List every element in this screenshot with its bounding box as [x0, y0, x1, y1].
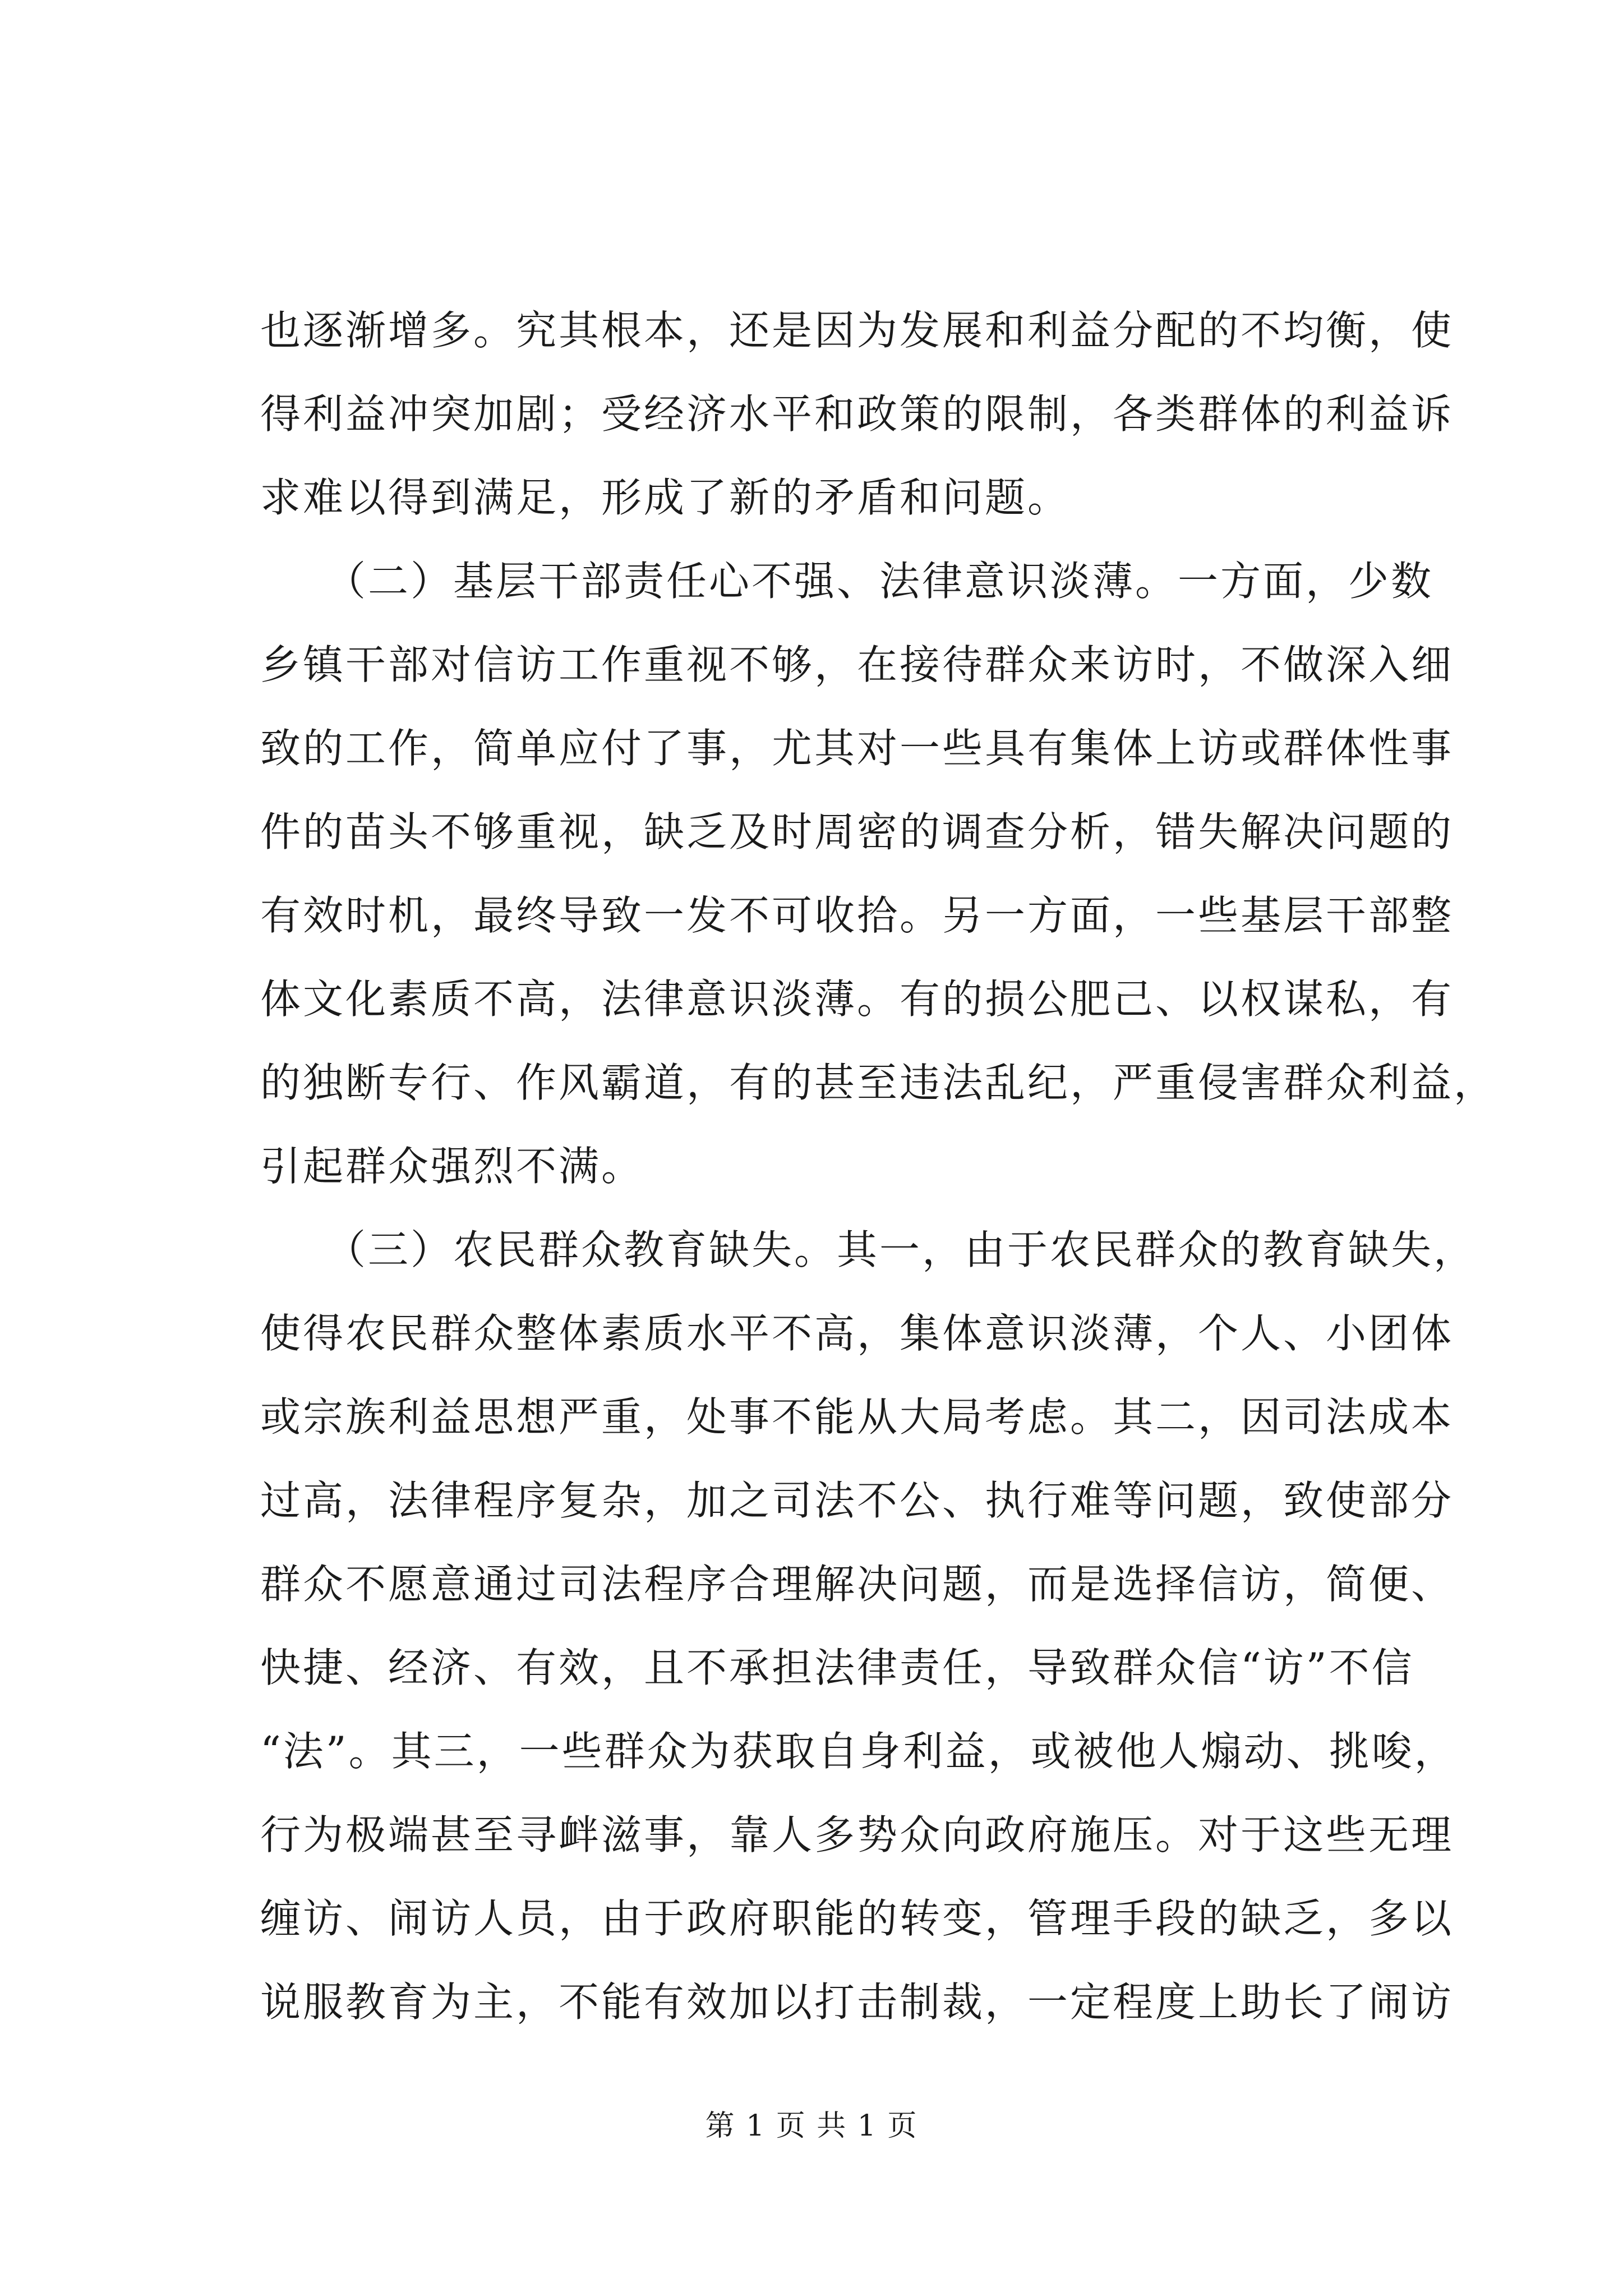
text-line: 得利益冲突加剧；受经济水平和政策的限制，各类群体的利益诉: [260, 390, 1454, 438]
text-line: 致的工作，简单应付了事，尤其对一些具有集体上访或群体性事: [260, 725, 1454, 772]
text-line: “法”。其三，一些群众为获取自身利益，或被他人煽动、挑唆，: [260, 1728, 1457, 1775]
text-line: 求难以得到满足，形成了新的矛盾和问题。: [260, 474, 1071, 521]
text-line: 件的苗头不够重视，缺乏及时周密的调查分析，错失解决问题的: [260, 808, 1454, 855]
text-line: 有效时机，最终导致一发不可收拾。另一方面，一些基层干部整: [260, 892, 1454, 939]
page-footer: [0, 2106, 1623, 2146]
text-line: 或宗族利益思想严重，处事不能从大局考虑。其二，因司法成本: [260, 1393, 1454, 1441]
text-line: 群众不愿意通过司法程序合理解决问题，而是选择信访，简便、: [260, 1561, 1454, 1608]
text-line: 过高，法律程序复杂，加之司法不公、执行难等问题，致使部分: [260, 1477, 1454, 1524]
body-text: [260, 289, 1497, 2044]
text-line: 引起群众强烈不满。: [260, 1143, 644, 1190]
text-line: 行为极端甚至寻衅滋事，靠人多势众向政府施压。对于这些无理: [260, 1811, 1454, 1858]
text-line: 缠访、闹访人员，由于政府职能的转变，管理手段的缺乏，多以: [260, 1895, 1454, 1942]
text-line: 使得农民群众整体素质水平不高，集体意识淡薄，个人、小团体: [260, 1310, 1454, 1357]
text-line: （三）农民群众教育缺失。其一，由于农民群众的教育缺失，: [260, 1226, 1477, 1273]
text-line: 快捷、经济、有效，且不承担法律责任，导致群众信“访”不信: [260, 1644, 1414, 1691]
text-line: 的独断专行、作风霸道，有的甚至违法乱纪，严重侵害群众利益，: [260, 1059, 1497, 1106]
text-line: 体文化素质不高，法律意识淡薄。有的损公肥己、以权谋私，有: [260, 976, 1454, 1023]
page-number-label: 第 1 页 共 1 页: [705, 2109, 918, 2143]
text-line: 乡镇干部对信访工作重视不够，在接待群众来访时，不做深入细: [260, 641, 1454, 688]
text-line: （二）基层干部责任心不强、法律意识淡薄。一方面，少数: [260, 558, 1434, 605]
text-line: 说服教育为主，不能有效加以打击制裁，一定程度上助长了闹访: [260, 1978, 1454, 2026]
text-line: 也逐渐增多。究其根本，还是因为发展和利益分配的不均衡，使: [260, 307, 1454, 354]
